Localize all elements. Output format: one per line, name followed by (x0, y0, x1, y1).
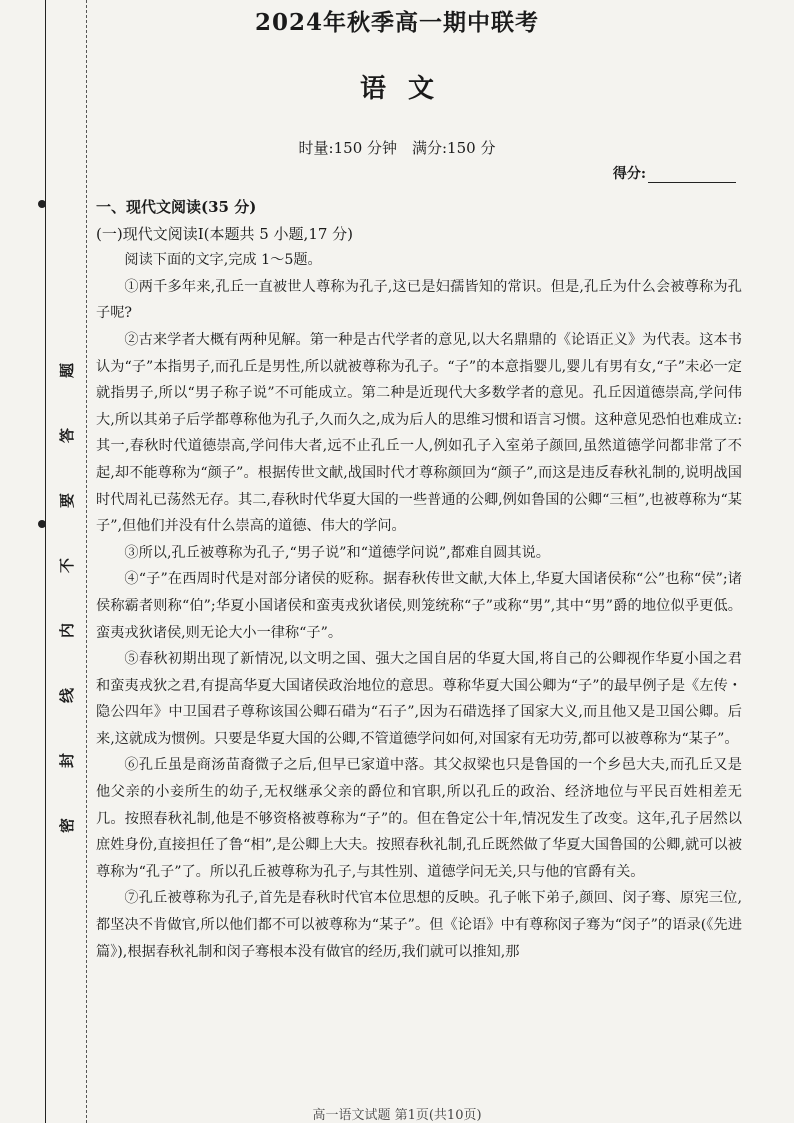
passage-paragraph: ⑥孔丘虽是商汤苗裔微子之后,但早已家道中落。其父叔梁也只是鲁国的一个乡邑大夫,而孔丘又是他父亲的小妾所生的幼子,无权继承父亲的爵位和官职,所以孔丘的政治、经济地位与平民百姓相差无几。按照春秋礼制,他是不够资格被尊称为“子”的。但在鲁定公十年,情况发生了改变。这年,孔子居然以庶姓身份,直接担任了鲁“相”,是公卿上大夫。按照春秋礼制,孔丘既然做了华夏大国鲁国的公卿,就可以被尊称为“孔子”了。所以孔丘被尊称为孔子,与其性别、道德学问无关,只与他的官爵有关。 (96, 757, 742, 880)
score-blank[interactable] (648, 168, 736, 183)
passage-paragraph: ⑦孔丘被尊称为孔子,首先是春秋时代官本位思想的反映。孔子帐下弟子,颜回、闵子骞、原宪三位,都坚决不肯做官,所以他们都不可以被尊称为“某子”。但《论语》中有尊称闵子骞为“闵子”的语录(《先进篇》),根据春秋礼制和闵子骞根本没有做官的经历,我们就可以推知,那 (96, 890, 742, 960)
passage-paragraph: ⑤春秋初期出现了新情况,以文明之国、强大之国自居的华夏大国,将自己的公卿视作华夏小国之君和蛮夷戎狄之君,有提高华夏大国诸侯政治地位的意思。尊称华夏大国公卿为“子”的最早例子是《左传・隐公四年》中卫国君子尊称该国公卿石碏为“石子”,因为石碏选择了国家大义,而且他又是卫国公卿。后来,这就成为惯例。只要是华夏大国的公卿,不管道德学问如何,对国家有无功劳,都可以被尊称为“某子”。 (96, 651, 742, 747)
binding-margin-dashed-line (86, 0, 87, 1123)
subject-title: 语文 (359, 74, 456, 104)
binding-char: 答 (58, 427, 77, 444)
passage-paragraph: ①两千多年来,孔丘一直被世人尊称为孔子,这已是妇孺皆知的常识。但是,孔丘为什么会被尊称为孔子呢? (96, 278, 742, 322)
exam-time-and-score: 时量:150 分钟 满分:150 分 (298, 139, 496, 157)
passage-paragraph: ②古来学者大概有两种见解。第一种是古代学者的意见,以大名鼎鼎的《论语正义》为代表。这本书认为“子”本指男子,而孔丘是男性,所以就被尊称为孔子。“子”的本意指婴儿,婴儿有男有女,“子”未必一定就指男子,所以“男子称子说”不可能成立。第二种是近现代大多数学者的意见。孔丘因道德崇高,学问伟大,所以其弟子后学都尊称他为孔子,久而久之,成为后人的思维习惯和语言习惯。这种意见恐怕也难成立:其一,春秋时代道德崇高,学问伟大者,远不止孔丘一人,例如孔子入室弟子颜回,虽然道德学问都非常了不起,却不能尊称为“颜子”。根据传世文献,战国时代才尊称颜回为“颜子”,而这是违反春秋礼制的,说明战国时代周礼已荡然无存。其二,春秋时代华夏大国的一些普通的公卿,例如鲁国的公卿“三桓”,也被尊称为“某子”,但他们并没有什么崇高的道德、伟大的学问。 (96, 331, 742, 535)
binding-hole-mark (38, 520, 46, 528)
binding-char: 封 (58, 752, 77, 769)
score-label: 得分: (612, 166, 646, 182)
reading-section (96, 194, 742, 965)
section-heading: 一、现代文阅读(35 分) (96, 198, 257, 216)
subsection-heading: (一)现代文阅读Ⅰ(本题共 5 小题,17 分) (96, 224, 354, 243)
instruction-text: 阅读下面的文字,完成 1～5题。 (124, 252, 322, 269)
passage-paragraph: ③所以,孔丘被尊称为孔子,“男子说”和“道德学问说”,都难自圆其说。 (124, 544, 550, 561)
exam-title: 2024年秋季高一期中联考 (254, 9, 539, 36)
binding-hole-mark (38, 200, 46, 208)
page-footer: 高一语文试题 第1页(共10页) (312, 1108, 482, 1123)
binding-margin-line (45, 0, 46, 1123)
binding-char: 线 (58, 687, 77, 704)
binding-char: 内 (58, 622, 77, 639)
binding-char: 题 (58, 362, 77, 379)
binding-char: 不 (58, 557, 77, 574)
binding-char: 要 (58, 492, 77, 509)
binding-margin-text (52, 360, 82, 836)
score-field (613, 163, 736, 183)
passage-paragraph: ④“子”在西周时代是对部分诸侯的贬称。据春秋传世文献,大体上,华夏大国诸侯称“公”也称“侯”;诸侯称霸者则称“伯”;华夏小国诸侯和蛮夷戎狄诸侯,则笼统称“子”或称“男”,其中“男”爵的地位似乎更低。蛮夷戎狄诸侯,则无论大小一律称“子”。 (96, 571, 742, 641)
binding-char: 密 (58, 817, 77, 834)
